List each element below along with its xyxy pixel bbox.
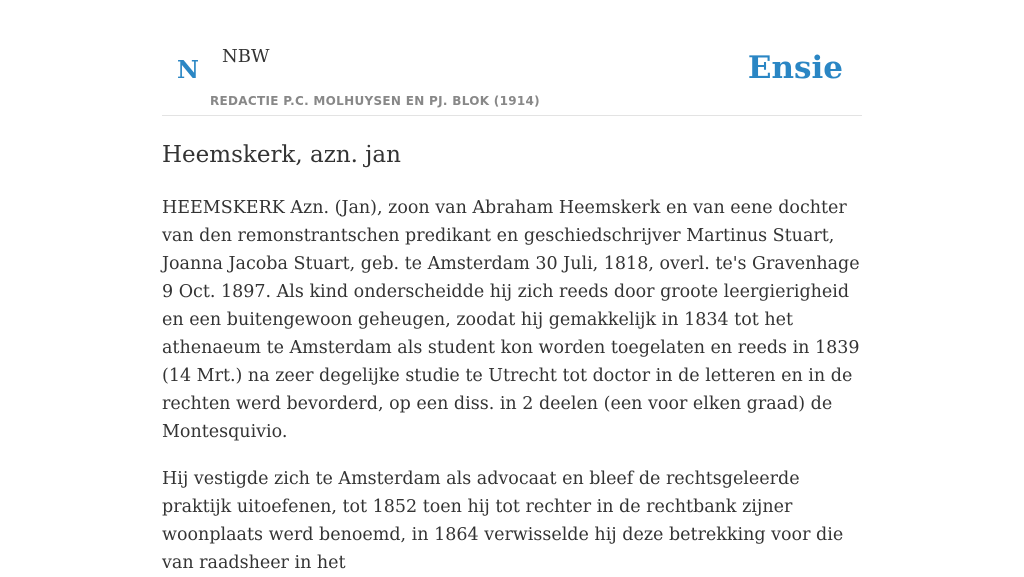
ensie-logo-link[interactable]: Ensie	[747, 50, 843, 86]
article-paragraph-1: HEEMSKERK Azn. (Jan), zoon van Abraham Heemskerk en van eene dochter van den remonstrantschen predikant en geschiedschrijver Martinus Stuart, Joanna Jacoba Stuart, geb. te Amsterdam 30 Juli, 1818, overl. te's Gravenhage 9 Oct. 1897. Als kind onderscheidde hij zich reeds door groote leergierigheid en een buitengewoon geheugen, zoodat hij gemakkelijk in 1834 tot het athenaeum te Amsterdam als student kon worden toegelaten en reeds in 1839 (14 Mrt.) na zeer degelijke studie te Utrecht tot doctor in de letteren en in de rechten werd bevorderd, op een diss. in 2 deelen (een voor elken graad) de Montesquivio.	[162, 198, 860, 442]
source-subtitle: REDACTIE P.C. MOLHUYSEN EN PJ. BLOK (1914)	[210, 94, 540, 108]
source-header	[162, 0, 862, 116]
source-name-link[interactable]: NBW	[222, 46, 270, 67]
page-container	[162, 0, 862, 577]
article-title: Heemskerk, azn. jan	[162, 142, 401, 168]
article-paragraph-2: Hij vestigde zich te Amsterdam als advocaat en bleef de rechtsgeleerde praktijk uitoefenen, tot 1852 toen hij tot rechter in de rechtbank zijner woonplaats werd benoemd, in 1864 verwisselde hij deze betrekking voor die van raadsheer in het	[162, 469, 844, 573]
source-logo[interactable]: N	[177, 55, 199, 84]
